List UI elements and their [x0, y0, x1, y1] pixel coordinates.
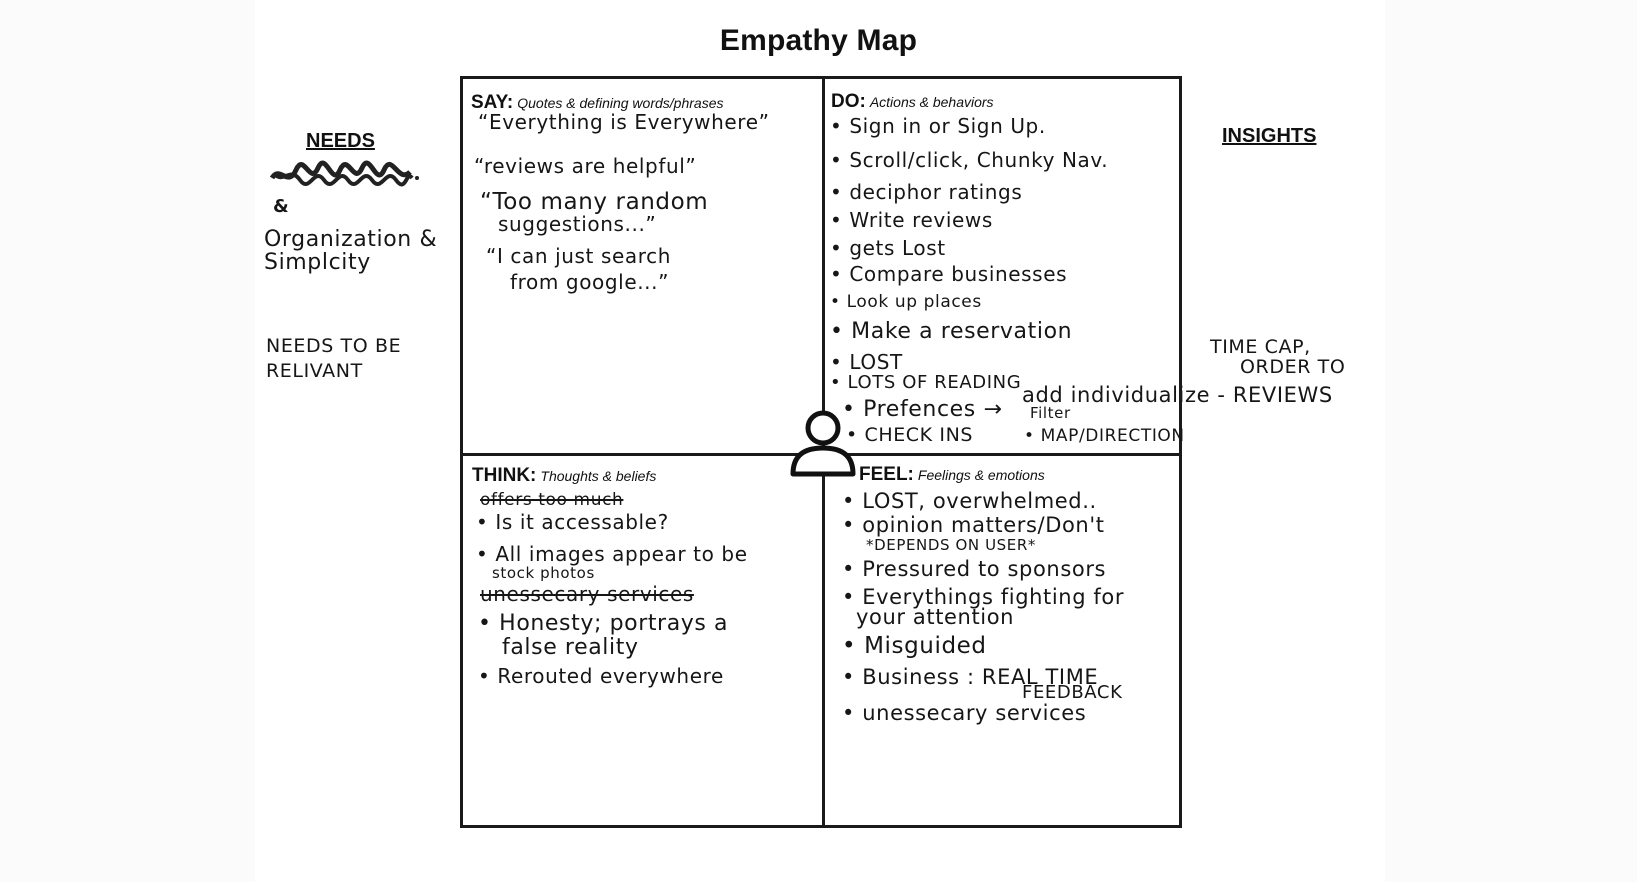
do-subheading: Actions & behaviors: [869, 94, 994, 110]
feel-subheading: Feelings & emotions: [917, 467, 1045, 483]
insights-item: ORDER TO: [1240, 356, 1346, 378]
feel-item: • opinion matters/Don't: [842, 513, 1105, 537]
feel-item: • Pressured to sponsors: [842, 557, 1107, 581]
insights-item: add individualize - REVIEWS: [1022, 383, 1333, 407]
do-item: Filter: [1030, 404, 1071, 422]
feel-label: FEEL:: [859, 464, 914, 485]
page-title: Empathy Map: [719, 24, 918, 57]
think-label: THINK:: [472, 465, 537, 486]
insights-heading: INSIGHTS: [1222, 125, 1317, 147]
do-label: DO:: [831, 91, 866, 112]
person-icon: [788, 408, 858, 480]
feel-item: *DEPENDS ON USER*: [866, 536, 1037, 554]
needs-item: Organization & Simplcity: [264, 227, 438, 276]
do-item: • gets Lost: [830, 236, 946, 260]
think-item: unessecary services: [480, 582, 694, 606]
feel-item: • Misguided: [842, 633, 987, 659]
do-item: • Scroll/click, Chunky Nav.: [830, 148, 1109, 172]
do-item: • deciphor ratings: [830, 180, 1023, 204]
do-item: • MAP/DIRECTION: [1024, 426, 1185, 446]
do-item: • CHECK INS: [846, 424, 974, 446]
think-item: false reality: [502, 635, 639, 660]
page-margin-right: [1385, 0, 1637, 882]
scribbled-out-text: [270, 160, 420, 190]
insights-item: TIME CAP,: [1210, 336, 1311, 358]
needs-item: NEEDS TO BE RELIVANT: [266, 335, 402, 382]
feel-heading: [859, 464, 1045, 486]
think-item: stock photos: [492, 564, 595, 582]
feel-item: • unessecary services: [842, 701, 1087, 725]
say-subheading: Quotes & defining words/phrases: [517, 95, 724, 111]
do-item: • LOST: [830, 350, 903, 374]
think-subheading: Thoughts & beliefs: [540, 468, 657, 484]
think-item: • Rerouted everywhere: [478, 664, 724, 688]
feel-item: • Everythings fighting for: [842, 585, 1125, 609]
think-item: offers too much: [480, 490, 624, 510]
say-item: “Too many random: [480, 189, 709, 215]
say-item: from google...”: [510, 270, 670, 294]
feel-item: • LOST, overwhelmed..: [842, 489, 1097, 513]
think-item: • Honesty; portrays a: [478, 611, 729, 636]
think-heading: [472, 465, 656, 487]
think-item: • Is it accessable?: [476, 510, 669, 534]
do-item: • Prefences →: [842, 397, 1003, 422]
do-item: • Compare businesses: [830, 262, 1068, 286]
feel-item: your attention: [856, 605, 1015, 629]
do-item: • Sign in or Sign Up.: [830, 114, 1046, 138]
feel-item: • Business : REAL TIME: [842, 665, 1099, 689]
do-heading: [831, 91, 994, 113]
needs-heading: NEEDS: [306, 130, 375, 152]
needs-item: &: [273, 196, 290, 217]
say-item: “Everything is Everywhere”: [478, 110, 770, 134]
say-item: “I can just search: [486, 244, 671, 268]
do-item: • LOTS OF READING: [830, 372, 1022, 393]
feel-item: FEEDBACK: [1022, 682, 1123, 703]
say-label: SAY:: [471, 92, 514, 113]
think-item: • All images appear to be: [476, 542, 748, 566]
say-item: “reviews are helpful”: [474, 154, 697, 178]
say-item: suggestions...”: [498, 212, 657, 236]
do-item: • Look up places: [830, 292, 982, 312]
page-margin-left: [0, 0, 255, 882]
do-item: • Make a reservation: [830, 319, 1073, 344]
do-item: • Write reviews: [830, 208, 993, 232]
